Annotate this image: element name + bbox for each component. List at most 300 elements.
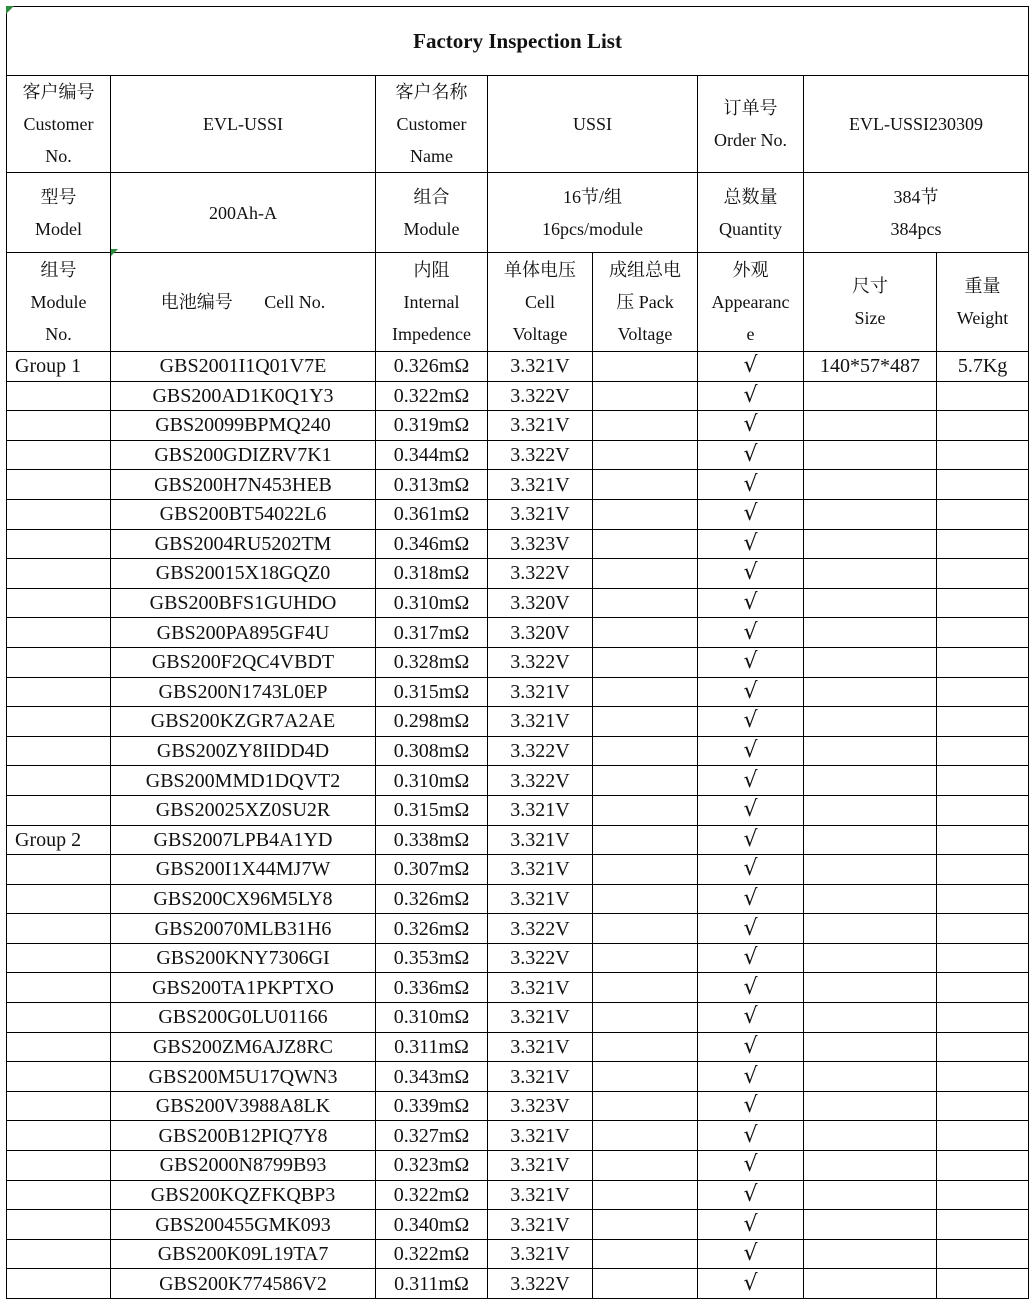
weight-cell <box>937 559 1029 589</box>
weight-cell <box>937 1032 1029 1062</box>
size-cell <box>804 499 937 529</box>
module-no-cell <box>7 440 111 470</box>
cell-no-cell: GBS200M5U17QWN3 <box>111 1062 376 1092</box>
pack-voltage-cell <box>593 1180 698 1210</box>
table-row <box>7 884 1029 914</box>
pack-voltage-cell <box>593 470 698 500</box>
cell-voltage-cell: 3.321V <box>488 1239 593 1269</box>
cell-voltage-cell: 3.323V <box>488 1091 593 1121</box>
size-cell <box>804 618 937 648</box>
customer-name-label: 客户名称 Customer Name <box>376 76 488 173</box>
module-label: 组合 Module <box>376 173 488 253</box>
weight-cell <box>937 1210 1029 1240</box>
weight-cell <box>937 1091 1029 1121</box>
size-cell <box>804 766 937 796</box>
size-cell <box>804 440 937 470</box>
weight-cell <box>937 677 1029 707</box>
size-cell <box>804 1032 937 1062</box>
size-cell <box>804 559 937 589</box>
weight-cell <box>937 707 1029 737</box>
module-no-cell <box>7 914 111 944</box>
cell-voltage-cell: 3.321V <box>488 1180 593 1210</box>
appearance-check-icon: √ <box>698 1062 804 1092</box>
cell-comment-marker <box>111 249 118 256</box>
internal-impedance-cell: 0.344mΩ <box>376 440 488 470</box>
model-label: 型号 Model <box>7 173 111 253</box>
internal-impedance-cell: 0.346mΩ <box>376 529 488 559</box>
pack-voltage-cell <box>593 943 698 973</box>
pack-voltage-cell <box>593 795 698 825</box>
cell-no-cell: GBS200KZGR7A2AE <box>111 707 376 737</box>
pack-voltage-cell <box>593 1239 698 1269</box>
cell-voltage-cell: 3.321V <box>488 1003 593 1033</box>
internal-impedance-cell: 0.315mΩ <box>376 677 488 707</box>
cell-voltage-cell: 3.321V <box>488 352 593 382</box>
table-row <box>7 559 1029 589</box>
appearance-check-icon: √ <box>698 440 804 470</box>
cell-no-cell: GBS2004RU5202TM <box>111 529 376 559</box>
module-no-cell <box>7 1239 111 1269</box>
cell-no-cell: GBS200BT54022L6 <box>111 499 376 529</box>
cell-voltage-cell: 3.321V <box>488 1210 593 1240</box>
cell-no-cell: GBS20099BPMQ240 <box>111 411 376 441</box>
table-row <box>7 381 1029 411</box>
col-pack-voltage: 成组总电 压 Pack Voltage <box>593 253 698 352</box>
appearance-check-icon: √ <box>698 1180 804 1210</box>
pack-voltage-cell <box>593 559 698 589</box>
col-size: 尺寸 Size <box>804 253 937 352</box>
size-cell <box>804 973 937 1003</box>
internal-impedance-cell: 0.313mΩ <box>376 470 488 500</box>
cell-no-cell: GBS200PA895GF4U <box>111 618 376 648</box>
appearance-check-icon: √ <box>698 1210 804 1240</box>
weight-cell <box>937 1062 1029 1092</box>
pack-voltage-cell <box>593 440 698 470</box>
pack-voltage-cell <box>593 677 698 707</box>
internal-impedance-cell: 0.339mΩ <box>376 1091 488 1121</box>
weight-cell <box>937 588 1029 618</box>
cell-no-cell: GBS200MMD1DQVT2 <box>111 766 376 796</box>
weight-cell <box>937 914 1029 944</box>
module-no-cell <box>7 1121 111 1151</box>
internal-impedance-cell: 0.311mΩ <box>376 1269 488 1299</box>
header-row-model <box>7 173 1029 253</box>
cell-no-cell: GBS200KNY7306GI <box>111 943 376 973</box>
cell-voltage-cell: 3.321V <box>488 411 593 441</box>
table-row <box>7 1210 1029 1240</box>
internal-impedance-cell: 0.310mΩ <box>376 766 488 796</box>
module-no-cell <box>7 884 111 914</box>
size-cell <box>804 529 937 559</box>
cell-voltage-cell: 3.320V <box>488 618 593 648</box>
pack-voltage-cell <box>593 411 698 441</box>
pack-voltage-cell <box>593 914 698 944</box>
module-no-cell <box>7 707 111 737</box>
cell-voltage-cell: 3.322V <box>488 440 593 470</box>
table-row <box>7 914 1029 944</box>
appearance-check-icon: √ <box>698 795 804 825</box>
weight-cell <box>937 943 1029 973</box>
cell-no-cell: GBS2007LPB4A1YD <box>111 825 376 855</box>
cell-voltage-cell: 3.322V <box>488 736 593 766</box>
cell-no-cell: GBS20070MLB31H6 <box>111 914 376 944</box>
table-row <box>7 795 1029 825</box>
cell-no-cell: GBS20015X18GQZ0 <box>111 559 376 589</box>
pack-voltage-cell <box>593 1003 698 1033</box>
table-row <box>7 1003 1029 1033</box>
weight-cell <box>937 440 1029 470</box>
table-row <box>7 499 1029 529</box>
pack-voltage-cell <box>593 825 698 855</box>
internal-impedance-cell: 0.322mΩ <box>376 1239 488 1269</box>
internal-impedance-cell: 0.323mΩ <box>376 1151 488 1181</box>
cell-no-cell: GBS200KQZFKQBP3 <box>111 1180 376 1210</box>
size-cell <box>804 825 937 855</box>
size-cell <box>804 884 937 914</box>
table-row <box>7 588 1029 618</box>
table-row <box>7 855 1029 885</box>
size-cell <box>804 647 937 677</box>
cell-no-cell: GBS2001I1Q01V7E <box>111 352 376 382</box>
table-row <box>7 470 1029 500</box>
appearance-check-icon: √ <box>698 381 804 411</box>
internal-impedance-cell: 0.326mΩ <box>376 352 488 382</box>
table-row <box>7 1269 1029 1299</box>
cell-voltage-cell: 3.321V <box>488 973 593 1003</box>
module-no-cell <box>7 1062 111 1092</box>
cell-voltage-cell: 3.322V <box>488 1269 593 1299</box>
col-internal-impedance: 内阻 Internal Impedence <box>376 253 488 352</box>
internal-impedance-cell: 0.322mΩ <box>376 1180 488 1210</box>
table-row <box>7 736 1029 766</box>
internal-impedance-cell: 0.308mΩ <box>376 736 488 766</box>
weight-cell <box>937 1151 1029 1181</box>
table-row <box>7 1121 1029 1151</box>
weight-cell <box>937 1121 1029 1151</box>
appearance-check-icon: √ <box>698 766 804 796</box>
col-cell-voltage: 单体电压 Cell Voltage <box>488 253 593 352</box>
weight-cell <box>937 1239 1029 1269</box>
internal-impedance-cell: 0.327mΩ <box>376 1121 488 1151</box>
size-cell <box>804 1121 937 1151</box>
cell-voltage-cell: 3.320V <box>488 588 593 618</box>
quantity-label: 总数量 Quantity <box>698 173 804 253</box>
pack-voltage-cell <box>593 352 698 382</box>
cell-no-cell: GBS200I1X44MJ7W <box>111 855 376 885</box>
table-row <box>7 943 1029 973</box>
weight-cell <box>937 795 1029 825</box>
cell-voltage-cell: 3.321V <box>488 795 593 825</box>
internal-impedance-cell: 0.328mΩ <box>376 647 488 677</box>
weight-cell <box>937 411 1029 441</box>
cell-voltage-cell: 3.321V <box>488 499 593 529</box>
cell-no-cell: GBS200455GMK093 <box>111 1210 376 1240</box>
internal-impedance-cell: 0.322mΩ <box>376 381 488 411</box>
size-cell <box>804 855 937 885</box>
order-no-label: 订单号 Order No. <box>698 76 804 173</box>
appearance-check-icon: √ <box>698 1239 804 1269</box>
module-no-cell <box>7 795 111 825</box>
module-no-cell <box>7 647 111 677</box>
customer-name-value: USSI <box>488 76 698 173</box>
appearance-check-icon: √ <box>698 884 804 914</box>
appearance-check-icon: √ <box>698 707 804 737</box>
weight-cell <box>937 647 1029 677</box>
internal-impedance-cell: 0.353mΩ <box>376 943 488 973</box>
module-no-cell: Group 2 <box>7 825 111 855</box>
table-row <box>7 707 1029 737</box>
appearance-check-icon: √ <box>698 736 804 766</box>
weight-cell <box>937 855 1029 885</box>
cell-voltage-cell: 3.321V <box>488 1062 593 1092</box>
weight-cell <box>937 618 1029 648</box>
size-cell <box>804 1269 937 1299</box>
pack-voltage-cell <box>593 618 698 648</box>
cell-voltage-cell: 3.321V <box>488 707 593 737</box>
pack-voltage-cell <box>593 1062 698 1092</box>
module-no-cell <box>7 1032 111 1062</box>
cell-voltage-cell: 3.321V <box>488 1121 593 1151</box>
customer-no-value: EVL-USSI <box>111 76 376 173</box>
appearance-check-icon: √ <box>698 499 804 529</box>
cell-voltage-cell: 3.321V <box>488 677 593 707</box>
cell-voltage-cell: 3.321V <box>488 470 593 500</box>
appearance-check-icon: √ <box>698 943 804 973</box>
module-no-cell <box>7 381 111 411</box>
size-cell <box>804 1210 937 1240</box>
table-row <box>7 1062 1029 1092</box>
cell-no-cell: GBS200V3988A8LK <box>111 1091 376 1121</box>
cell-no-cell: GBS200ZM6AJZ8RC <box>111 1032 376 1062</box>
internal-impedance-cell: 0.343mΩ <box>376 1062 488 1092</box>
cell-voltage-cell: 3.323V <box>488 529 593 559</box>
module-no-cell <box>7 1151 111 1181</box>
weight-cell <box>937 499 1029 529</box>
module-no-cell <box>7 499 111 529</box>
table-row <box>7 1239 1029 1269</box>
pack-voltage-cell <box>593 707 698 737</box>
cell-no-cell: GBS200TA1PKPTXO <box>111 973 376 1003</box>
pack-voltage-cell <box>593 1121 698 1151</box>
cell-voltage-cell: 3.321V <box>488 855 593 885</box>
header-row-customer <box>7 76 1029 173</box>
table-row <box>7 618 1029 648</box>
cell-no-cell: GBS200B12PIQ7Y8 <box>111 1121 376 1151</box>
module-no-cell <box>7 1003 111 1033</box>
size-cell <box>804 914 937 944</box>
internal-impedance-cell: 0.361mΩ <box>376 499 488 529</box>
size-cell <box>804 381 937 411</box>
module-no-cell <box>7 559 111 589</box>
internal-impedance-cell: 0.317mΩ <box>376 618 488 648</box>
table-row <box>7 1032 1029 1062</box>
module-no-cell: Group 1 <box>7 352 111 382</box>
size-cell <box>804 1239 937 1269</box>
cell-no-cell: GBS200F2QC4VBDT <box>111 647 376 677</box>
cell-no-cell: GBS200G0LU01166 <box>111 1003 376 1033</box>
table-row <box>7 440 1029 470</box>
weight-cell <box>937 766 1029 796</box>
module-no-cell <box>7 766 111 796</box>
internal-impedance-cell: 0.326mΩ <box>376 884 488 914</box>
module-no-cell <box>7 855 111 885</box>
pack-voltage-cell <box>593 855 698 885</box>
appearance-check-icon: √ <box>698 559 804 589</box>
weight-cell <box>937 825 1029 855</box>
weight-cell: 5.7Kg <box>937 352 1029 382</box>
table-row <box>7 352 1029 382</box>
appearance-check-icon: √ <box>698 618 804 648</box>
size-cell <box>804 588 937 618</box>
cell-voltage-cell: 3.322V <box>488 559 593 589</box>
size-cell <box>804 1062 937 1092</box>
appearance-check-icon: √ <box>698 470 804 500</box>
size-cell <box>804 736 937 766</box>
page-title: Factory Inspection List <box>7 7 1029 76</box>
appearance-check-icon: √ <box>698 1091 804 1121</box>
internal-impedance-cell: 0.315mΩ <box>376 795 488 825</box>
weight-cell <box>937 1269 1029 1299</box>
module-no-cell <box>7 1091 111 1121</box>
table-row <box>7 973 1029 1003</box>
weight-cell <box>937 470 1029 500</box>
appearance-check-icon: √ <box>698 1151 804 1181</box>
col-module-no: 组号 Module No. <box>7 253 111 352</box>
pack-voltage-cell <box>593 766 698 796</box>
pack-voltage-cell <box>593 529 698 559</box>
pack-voltage-cell <box>593 1210 698 1240</box>
pack-voltage-cell <box>593 884 698 914</box>
size-cell <box>804 707 937 737</box>
table-row <box>7 529 1029 559</box>
internal-impedance-cell: 0.311mΩ <box>376 1032 488 1062</box>
module-value: 16节/组 16pcs/module <box>488 173 698 253</box>
internal-impedance-cell: 0.338mΩ <box>376 825 488 855</box>
col-appearance: 外观 Appearanc e <box>698 253 804 352</box>
cell-voltage-cell: 3.322V <box>488 943 593 973</box>
weight-cell <box>937 529 1029 559</box>
pack-voltage-cell <box>593 499 698 529</box>
cell-voltage-cell: 3.322V <box>488 647 593 677</box>
size-cell <box>804 943 937 973</box>
appearance-check-icon: √ <box>698 855 804 885</box>
appearance-check-icon: √ <box>698 825 804 855</box>
size-cell: 140*57*487 <box>804 352 937 382</box>
cell-voltage-cell: 3.321V <box>488 1151 593 1181</box>
size-cell <box>804 1180 937 1210</box>
weight-cell <box>937 1003 1029 1033</box>
size-cell <box>804 1151 937 1181</box>
module-no-cell <box>7 943 111 973</box>
cell-voltage-cell: 3.322V <box>488 766 593 796</box>
table-row <box>7 1151 1029 1181</box>
weight-cell <box>937 381 1029 411</box>
size-cell <box>804 677 937 707</box>
cell-no-cell: GBS200K09L19TA7 <box>111 1239 376 1269</box>
cell-no-cell: GBS200ZY8IIDD4D <box>111 736 376 766</box>
col-weight: 重量 Weight <box>937 253 1029 352</box>
inspection-table <box>6 6 1029 1299</box>
weight-cell <box>937 973 1029 1003</box>
cell-no-cell: GBS200BFS1GUHDO <box>111 588 376 618</box>
internal-impedance-cell: 0.340mΩ <box>376 1210 488 1240</box>
cell-no-cell: GBS2000N8799B93 <box>111 1151 376 1181</box>
pack-voltage-cell <box>593 381 698 411</box>
weight-cell <box>937 1180 1029 1210</box>
cell-no-cell: GBS200K774586V2 <box>111 1269 376 1299</box>
order-no-value: EVL-USSI230309 <box>804 76 1029 173</box>
module-no-cell <box>7 470 111 500</box>
cell-no-cell: GBS200H7N453HEB <box>111 470 376 500</box>
col-cell-no: 电池编号 Cell No. <box>111 253 376 352</box>
appearance-check-icon: √ <box>698 411 804 441</box>
column-header-row <box>7 253 1029 352</box>
module-no-cell <box>7 1180 111 1210</box>
pack-voltage-cell <box>593 1032 698 1062</box>
module-no-cell <box>7 1269 111 1299</box>
appearance-check-icon: √ <box>698 647 804 677</box>
module-no-cell <box>7 677 111 707</box>
weight-cell <box>937 736 1029 766</box>
module-no-cell <box>7 973 111 1003</box>
model-value: 200Ah-A <box>111 173 376 253</box>
customer-no-label: 客户编号 Customer No. <box>7 76 111 173</box>
module-no-cell <box>7 618 111 648</box>
appearance-check-icon: √ <box>698 973 804 1003</box>
cell-no-cell: GBS200N1743L0EP <box>111 677 376 707</box>
inspection-sheet <box>6 6 1028 1312</box>
weight-cell <box>937 884 1029 914</box>
pack-voltage-cell <box>593 736 698 766</box>
internal-impedance-cell: 0.298mΩ <box>376 707 488 737</box>
appearance-check-icon: √ <box>698 529 804 559</box>
pack-voltage-cell <box>593 588 698 618</box>
module-no-cell <box>7 529 111 559</box>
appearance-check-icon: √ <box>698 914 804 944</box>
module-no-cell <box>7 588 111 618</box>
pack-voltage-cell <box>593 647 698 677</box>
size-cell <box>804 795 937 825</box>
pack-voltage-cell <box>593 1151 698 1181</box>
cell-voltage-cell: 3.321V <box>488 825 593 855</box>
quantity-value: 384节 384pcs <box>804 173 1029 253</box>
size-cell <box>804 411 937 441</box>
cell-voltage-cell: 3.321V <box>488 884 593 914</box>
table-row <box>7 647 1029 677</box>
appearance-check-icon: √ <box>698 1269 804 1299</box>
table-row <box>7 677 1029 707</box>
pack-voltage-cell <box>593 1269 698 1299</box>
module-no-cell <box>7 411 111 441</box>
module-no-cell <box>7 736 111 766</box>
cell-no-cell: GBS20025XZ0SU2R <box>111 795 376 825</box>
table-row <box>7 1091 1029 1121</box>
internal-impedance-cell: 0.310mΩ <box>376 588 488 618</box>
table-row <box>7 1180 1029 1210</box>
appearance-check-icon: √ <box>698 1003 804 1033</box>
internal-impedance-cell: 0.310mΩ <box>376 1003 488 1033</box>
appearance-check-icon: √ <box>698 1121 804 1151</box>
table-row <box>7 766 1029 796</box>
appearance-check-icon: √ <box>698 352 804 382</box>
size-cell <box>804 1003 937 1033</box>
pack-voltage-cell <box>593 973 698 1003</box>
appearance-check-icon: √ <box>698 677 804 707</box>
internal-impedance-cell: 0.326mΩ <box>376 914 488 944</box>
table-row <box>7 411 1029 441</box>
cell-voltage-cell: 3.322V <box>488 914 593 944</box>
cell-no-cell: GBS200GDIZRV7K1 <box>111 440 376 470</box>
